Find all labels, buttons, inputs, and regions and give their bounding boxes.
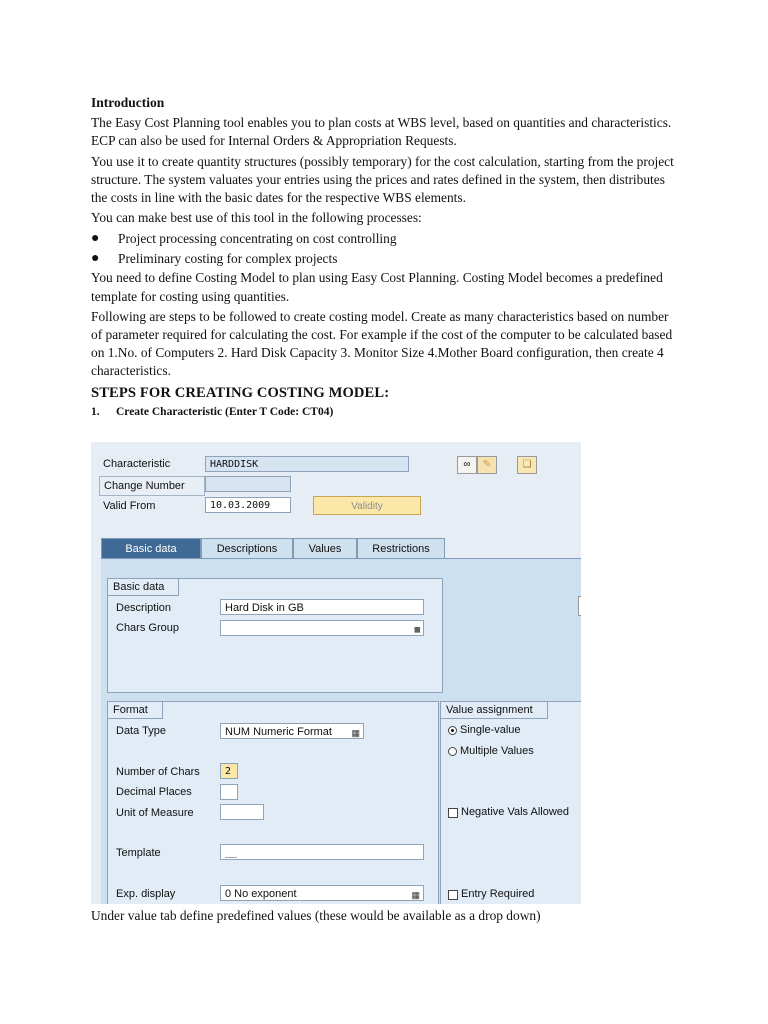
characteristic-field[interactable]: HARDDISK [205,456,409,472]
exp-display-value: 0 No exponent [225,888,297,900]
intro-heading: Introduction [91,95,165,110]
basic-data-group-title: Basic data [108,579,179,596]
valid-from-label: Valid From [103,500,156,512]
change-number-label: Change Number [99,476,205,496]
list-item [91,249,681,269]
single-value-radio[interactable] [448,726,457,735]
chars-group-label: Chars Group [116,622,179,634]
chars-group-field[interactable] [220,620,424,636]
multiple-values-label: Multiple Values [460,745,534,757]
format-group-title: Format [108,702,163,719]
negative-vals-label: Negative Vals Allowed [461,806,570,818]
description-label: Description [116,602,172,614]
scroll-handle[interactable] [578,596,581,616]
value-assignment-title: Value assignment [441,702,548,719]
description-field[interactable]: Hard Disk in GB [220,599,424,615]
decimal-places-field[interactable] [220,784,238,800]
bullet-icon: ● [91,251,100,267]
after-screenshot-text: Under value tab define predefined values (these would be available as a drop down) [91,908,541,923]
entry-required-label: Entry Required [461,888,535,900]
data-type-label: Data Type [116,725,166,737]
exp-display-field[interactable] [220,885,424,901]
decimal-places-label: Decimal Places [116,786,192,798]
data-type-field[interactable] [220,723,364,739]
dropdown-icon[interactable]: ▦ [414,625,420,635]
unit-of-measure-label: Unit of Measure [116,807,194,819]
single-value-label: Single-value [460,724,521,736]
steps-heading: STEPS FOR CREATING COSTING MODEL: [91,384,390,401]
paragraph-3: You can make best use of this tool in the following processes: [91,210,422,226]
entry-required-checkbox[interactable] [448,890,458,900]
tab-restrictions[interactable]: Restrictions [357,538,445,558]
number-of-chars-field[interactable]: 2 [220,763,238,779]
document-body [91,94,681,421]
paragraph-4: You need to define Costing Model to plan using Easy Cost Planning. Costing Model becomes a predefined template for costing using quantities. [91,270,663,304]
bullet-icon: ● [91,231,100,247]
basic-data-group [107,578,443,693]
validity-button[interactable]: Validity [313,496,421,515]
process-list [91,229,681,269]
list-item-text: Project processing concentrating on cost controlling [118,231,397,247]
template-field[interactable]: __ [220,844,424,860]
copy-icon[interactable]: ❏ [517,456,537,474]
tab-values[interactable]: Values [293,538,357,558]
pencil-icon[interactable]: ✎ [477,456,497,474]
dropdown-icon[interactable]: ▦ [411,890,420,900]
tab-basic-data[interactable]: Basic data [101,538,201,558]
characteristic-label: Characteristic [103,458,171,470]
dropdown-icon[interactable]: ▦ [351,728,360,738]
sap-screenshot [91,442,581,904]
negative-vals-checkbox[interactable] [448,808,458,818]
step-1-number: 1. [91,405,100,418]
number-of-chars-label: Number of Chars [116,766,200,778]
step-1-heading [91,403,681,421]
paragraph-5: Following are steps to be followed to create costing model. Create as many characteristics based on number of parameter required for calculating the cost. For example if the cost of the computer to be calculated based on 1.No. of Computers 2. Hard Disk Capacity 3. Monitor Size 4.Mother Board configuration, then create 4 characteristics. [91,308,673,379]
step-1-text: Create Characteristic (Enter T Code: CT04) [116,405,334,418]
glasses-icon[interactable]: ∞ [457,456,477,474]
list-item [91,229,681,249]
paragraph-2: You use it to create quantity structures (possibly temporary) for the cost calculation, starting from the project structure. The system valuates your entries using the prices and rates defined in the system, then distributes the costs in line with the basic dates for the respective WBS elements. [91,153,674,206]
paragraph-1: The Easy Cost Planning tool enables you to plan costs at WBS level, based on quantities and characteristics. ECP can also be used for Internal Orders & Appropriation Requests. [91,115,672,149]
list-item-text: Preliminary costing for complex projects [118,251,338,267]
valid-from-field[interactable]: 10.03.2009 [205,497,291,513]
tab-descriptions[interactable]: Descriptions [201,538,293,558]
data-type-value: NUM Numeric Format [225,726,332,738]
exp-display-label: Exp. display [116,888,176,900]
format-group [107,701,439,904]
unit-of-measure-field[interactable] [220,804,264,820]
template-label: Template [116,847,161,859]
value-assignment-group [440,701,581,904]
change-number-field[interactable] [205,476,291,492]
multiple-values-radio[interactable] [448,747,457,756]
